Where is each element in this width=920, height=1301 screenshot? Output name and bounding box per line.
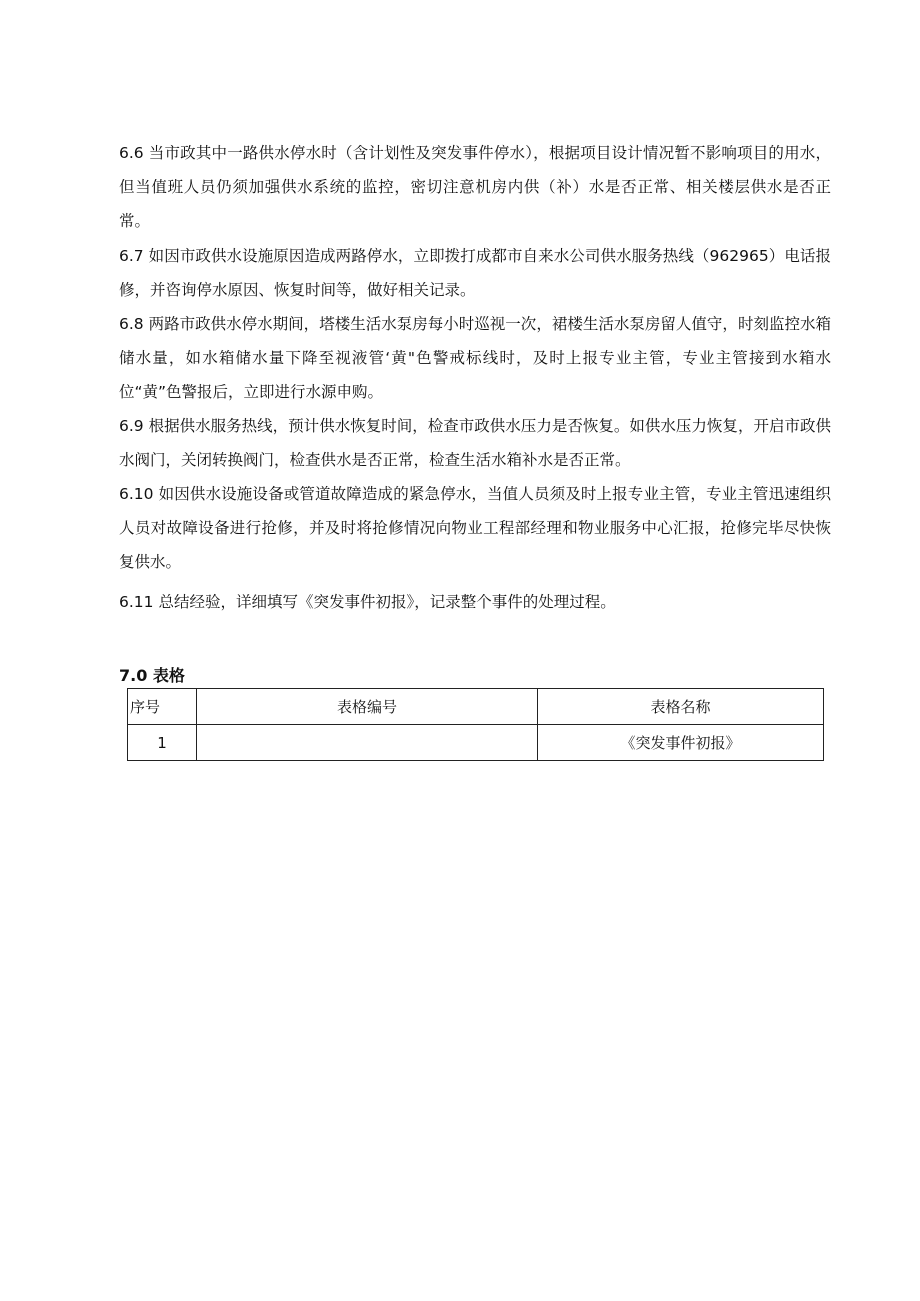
paragraph-6-11: 6.11 总结经验，详细填写《突发事件初报》，记录整个事件的处理过程。 — [119, 593, 616, 611]
paragraph-6-6: 6.6 当市政其中一路供水停水时（含计划性及突发事件停水），根据项目设计情况暂不影响项目的用水，但当值班人员仍须加强供水系统的监控，密切注意机房内供（补）水是否正常、相关楼层供水是否正常。 — [119, 144, 831, 230]
header-form-number: 表格编号 — [197, 689, 538, 725]
table-row — [128, 725, 824, 761]
forms-table — [127, 688, 824, 761]
paragraph-6-8: 6.8 两路市政供水停水期间，塔楼生活水泵房每小时巡视一次，裙楼生活水泵房留人值守，时刻监控水箱储水量，如水箱储水量下降至视液管‘黄"色警戒标线时，及时上报专业主管，专业主管接到水箱水位“黄”色警报后，立即进行水源申购。 — [119, 315, 831, 401]
cell-serial: 1 — [128, 725, 197, 761]
table-header-row — [128, 689, 824, 725]
cell-form-number — [197, 725, 538, 761]
header-form-name: 表格名称 — [538, 689, 824, 725]
cell-form-name: 《突发事件初报》 — [538, 725, 824, 761]
header-serial: 序号 — [128, 689, 197, 725]
paragraph-6-9: 6.9 根据供水服务热线，预计供水恢复时间，检查市政供水压力是否恢复。如供水压力恢复，开启市政供水阀门，关闭转换阀门，检查供水是否正常，检查生活水箱补水是否正常。 — [119, 417, 831, 469]
section-7-number: 7.0 — [119, 666, 148, 685]
paragraph-6-7: 6.7 如因市政供水设施原因造成两路停水，立即拨打成都市自来水公司供水服务热线（962965）电话报修，并咨询停水原因、恢复时间等，做好相关记录。 — [119, 247, 831, 299]
section-7-heading — [119, 664, 185, 688]
paragraph-6-10: 6.10 如因供水设施设备或管道故障造成的紧急停水，当值人员须及时上报专业主管，专业主管迅速组织人员对故障设备进行抢修，并及时将抢修情况向物业工程部经理和物业服务中心汇报，抢修完毕尽快恢复供水。 — [119, 485, 831, 571]
section-7-title: 表格 — [152, 666, 185, 685]
